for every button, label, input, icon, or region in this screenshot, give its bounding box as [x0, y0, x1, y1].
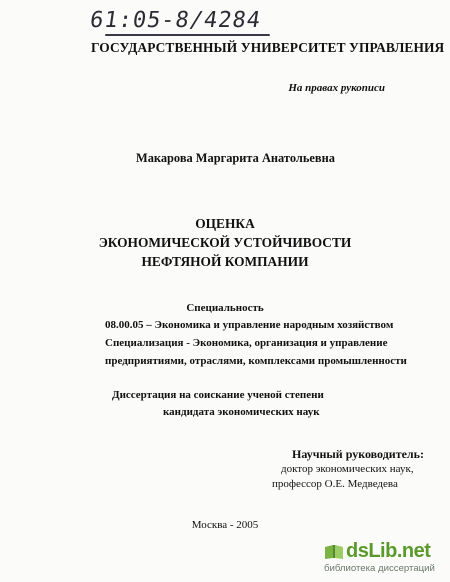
dissertation-degree-line-cont: кандидата экономических наук [163, 406, 320, 418]
archive-code-underline [105, 34, 270, 36]
dissertation-title [0, 214, 450, 271]
title-line: НЕФТЯНОЙ КОМПАНИИ [141, 254, 309, 269]
specialization-line: Специализация - Экономика, организация и управление [105, 337, 388, 349]
supervisor-label: Научный руководитель: [292, 447, 424, 461]
watermark-logo-text: dsLib.net [346, 540, 431, 562]
dissertation-degree-line: Диссертация на соискание ученой степени [112, 389, 324, 401]
archive-code-handwritten: 61:05-8/4284 [88, 8, 263, 33]
author-name: Макарова Маргарита Анатольевна [136, 151, 335, 165]
rights-note: На правах рукописи [288, 82, 385, 94]
specialty-code-line: 08.00.05 – Экономика и управление народным хозяйством [105, 319, 394, 331]
watermark-subtitle: библиотека диссертаций [324, 563, 435, 574]
book-icon [324, 544, 344, 560]
supervisor-degree: доктор экономических наук, [281, 463, 414, 475]
title-line: ОЦЕНКА [195, 216, 255, 231]
dslib-watermark [324, 540, 442, 576]
university-name: ГОСУДАРСТВЕННЫЙ УНИВЕРСИТЕТ УПРАВЛЕНИЯ [91, 40, 445, 55]
title-line: ЭКОНОМИЧЕСКОЙ УСТОЙЧИВОСТИ [98, 235, 352, 250]
supervisor-name: профессор О.Е. Медведева [272, 478, 398, 490]
specialization-line-cont: предприятиями, отраслями, комплексами промышленности [105, 355, 407, 367]
specialty-label: Специальность [186, 302, 264, 314]
city-year: Москва - 2005 [191, 519, 259, 531]
